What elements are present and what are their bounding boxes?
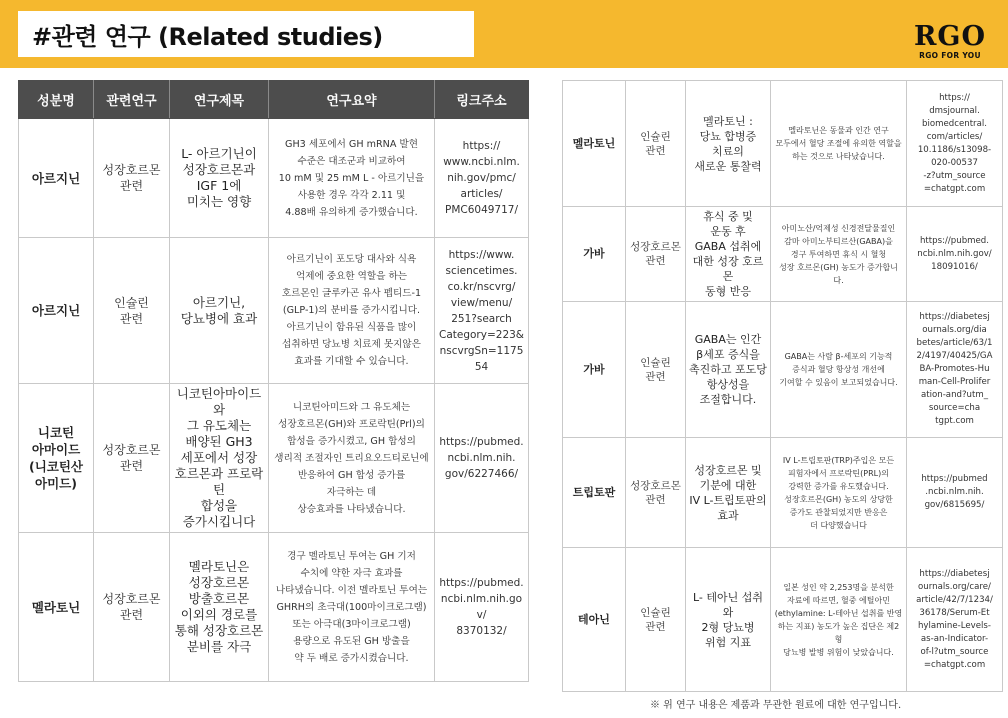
title-cell: 멜라토닌은 성장호르몬 방출호르몬 이외의 경로를 통해 성장호르몬 분비를 자극 (170, 533, 269, 682)
link-cell[interactable]: https://pubmed. ncbi.nlm.nih. gov/6227466/ (435, 384, 529, 533)
table-row (19, 238, 529, 384)
title-cell: 멜라토닌 : 당뇨 합병증 치료의 새로운 통찰력 (686, 81, 771, 207)
title-cell: L- 테아닌 섭취와 2형 당뇨병 위험 지표 (686, 548, 771, 692)
link-cell[interactable]: https:// dmsjournal. biomedcentral. com/articles/ 10.1186/s13098- 020-00537 -z?utm_source =chatgpt.com (907, 81, 1003, 207)
header-category: 관련연구 (94, 81, 170, 119)
summary-cell: IV L-트립토판(TRP)주입은 모든 피험자에서 프로락틴(PRL)의 강력한 증가를 유도했습니다. 성장호르몬(GH) 농도의 상당한 증가도 관찰되었지만 반응은 더 다양했습니다 (771, 438, 907, 548)
title-cell: 아르기닌, 당뇨병에 효과 (170, 238, 269, 384)
category-cell: 성장호르몬 관련 (626, 207, 686, 302)
header-ingredient: 성분명 (19, 81, 94, 119)
category-cell: 성장호르몬 관련 (626, 438, 686, 548)
right-studies-table (562, 80, 1003, 692)
link-cell[interactable]: https://diabetesj ournals.org/care/ article/42/7/1234/ 36178/Serum-Et hylamine-Levels- as-an-Indicator- of-l?utm_source =chatgpt.com (907, 548, 1003, 692)
link-cell[interactable]: https://www. sciencetimes. co.kr/nscvrg/ view/menu/ 251?search Category=223& nscvrgSn=117554 (435, 238, 529, 384)
title-box (18, 11, 474, 57)
ingredient-cell: 가바 (563, 207, 626, 302)
category-cell: 성장호르몬 관련 (94, 533, 170, 682)
summary-cell: 경구 멜라토닌 투여는 GH 기저 수치에 약한 자극 효과를 나타냈습니다. 이전 멜라토닌 투여는 GHRH의 초극대(100마이크로그램) 또는 아극대(3마이크로그램) 용량으로 유도된 GH 방출을 약 두 배로 증가시켰습니다. (269, 533, 435, 682)
title-cell: GABA는 인간 β세포 증식을 촉진하고 포도당 항상성을 조절합니다. (686, 302, 771, 438)
category-cell: 인슐린 관련 (94, 238, 170, 384)
table-row (563, 207, 1003, 302)
table-row (19, 533, 529, 682)
ingredient-cell: 니코틴 아마이드 (니코틴산 아미드) (19, 384, 94, 533)
category-cell: 인슐린 관련 (626, 81, 686, 207)
category-cell: 성장호르몬 관련 (94, 119, 170, 238)
summary-cell: 아르기닌이 포도당 대사와 식욕 억제에 중요한 역할을 하는 호르몬인 글루카곤 유사 펩티드-1 (GLP-1)의 분비를 증가시킵니다. 아르기닌이 함유된 식품을 많이 섭취하면 당뇨병 치료제 못지않은 효과를 기대할 수 있습니다. (269, 238, 435, 384)
summary-cell: GABA는 사람 β-세포의 기능적 증식과 혈당 항상성 개선에 기여할 수 있음이 보고되었습니다. (771, 302, 907, 438)
ingredient-cell: 멜라토닌 (19, 533, 94, 682)
summary-cell: 멜라토닌은 동물과 인간 연구 모두에서 혈당 조절에 유의한 역할을 하는 것으로 나타났습니다. (771, 81, 907, 207)
title-cell: 휴식 중 및 운동 후 GABA 섭취에 대한 성장 호르몬 동형 반응 (686, 207, 771, 302)
header-title: 연구제목 (170, 81, 269, 119)
link-cell[interactable]: https:// www.ncbi.nlm. nih.gov/pmc/ articles/ PMC6049717/ (435, 119, 529, 238)
header-banner (0, 0, 1008, 68)
link-cell[interactable]: https://pubmed .ncbi.nlm.nih. gov/6815695/ (907, 438, 1003, 548)
summary-cell: 일본 성인 약 2,253명을 분석한 자료에 따르면, 혈중 에틸아민 (ethylamine: L-테아닌 섭취를 반영 하는 지표) 농도가 높은 집단은 제2형 당뇨병 발병 위험이 낮았습니다. (771, 548, 907, 692)
table-row (563, 438, 1003, 548)
table-row (563, 81, 1003, 207)
table-row (563, 302, 1003, 438)
header-summary: 연구요약 (269, 81, 435, 119)
ingredient-cell: 테아닌 (563, 548, 626, 692)
category-cell: 인슐린 관련 (626, 302, 686, 438)
category-cell: 성장호르몬 관련 (94, 384, 170, 533)
title-cell: 성장호르몬 및 기분에 대한 IV L-트립토판의 효과 (686, 438, 771, 548)
left-studies-table (18, 80, 529, 682)
summary-cell: 아미노산/억제성 신경전달물질인 감마 아미노부티르산(GABA)을 경구 투여하면 휴식 시 혈청 성장 호르몬(GH) 농도가 증가합니다. (771, 207, 907, 302)
link-cell[interactable]: https://pubmed. ncbi.nlm.nih.gov/ 18091016/ (907, 207, 1003, 302)
page-title: #관련 연구 (Related studies) (32, 22, 383, 51)
ingredient-cell: 아르지닌 (19, 238, 94, 384)
table-row (563, 548, 1003, 692)
header-link: 링크주소 (435, 81, 529, 119)
logo-mark: RGO (913, 21, 987, 52)
footnote: ※ 위 연구 내용은 제품과 무관한 원료에 대한 연구입니다. (650, 700, 902, 711)
category-cell: 인슐린 관련 (626, 548, 686, 692)
table-row (19, 384, 529, 533)
title-cell: 니코틴아마이드와 그 유도체는 배양된 GH3 세포에서 성장 호르몬과 프로락틴 합성을 증가시킵니다 (170, 384, 269, 533)
ingredient-cell: 아르지닌 (19, 119, 94, 238)
brand-logo (902, 23, 998, 60)
logo-subtitle: RGO FOR YOU (919, 51, 981, 60)
link-cell[interactable]: https://diabetesj ournals.org/dia betes/article/63/1 2/4197/40425/GA BA-Promotes-Hu man-Cell-Prolifer ation-and?utm_ source=cha tgpt.com (907, 302, 1003, 438)
title-cell: L- 아르기닌이 성장호르몬과 IGF 1에 미치는 영향 (170, 119, 269, 238)
ingredient-cell: 트립토판 (563, 438, 626, 548)
table-row (19, 119, 529, 238)
link-cell[interactable]: https://pubmed. ncbi.nlm.nih.gov/ 8370132/ (435, 533, 529, 682)
ingredient-cell: 멜라토닌 (563, 81, 626, 207)
summary-cell: GH3 세포에서 GH mRNA 발현 수준은 대조군과 비교하여 10 mM 및 25 mM L - 아르기닌을 사용한 경우 각각 2.11 및 4.88배 유의하게 증가했습니다. (269, 119, 435, 238)
ingredient-cell: 가바 (563, 302, 626, 438)
table-header-row (19, 81, 529, 119)
summary-cell: 니코틴아미드와 그 유도체는 성장호르몬(GH)와 프로락틴(Prl)의 합성을 증가시켰고, GH 합성의 생리적 조절자인 트리요오드티로닌에 반응하여 GH 합성 증가를 자극하는 데 상승효과를 나타냈습니다. (269, 384, 435, 533)
